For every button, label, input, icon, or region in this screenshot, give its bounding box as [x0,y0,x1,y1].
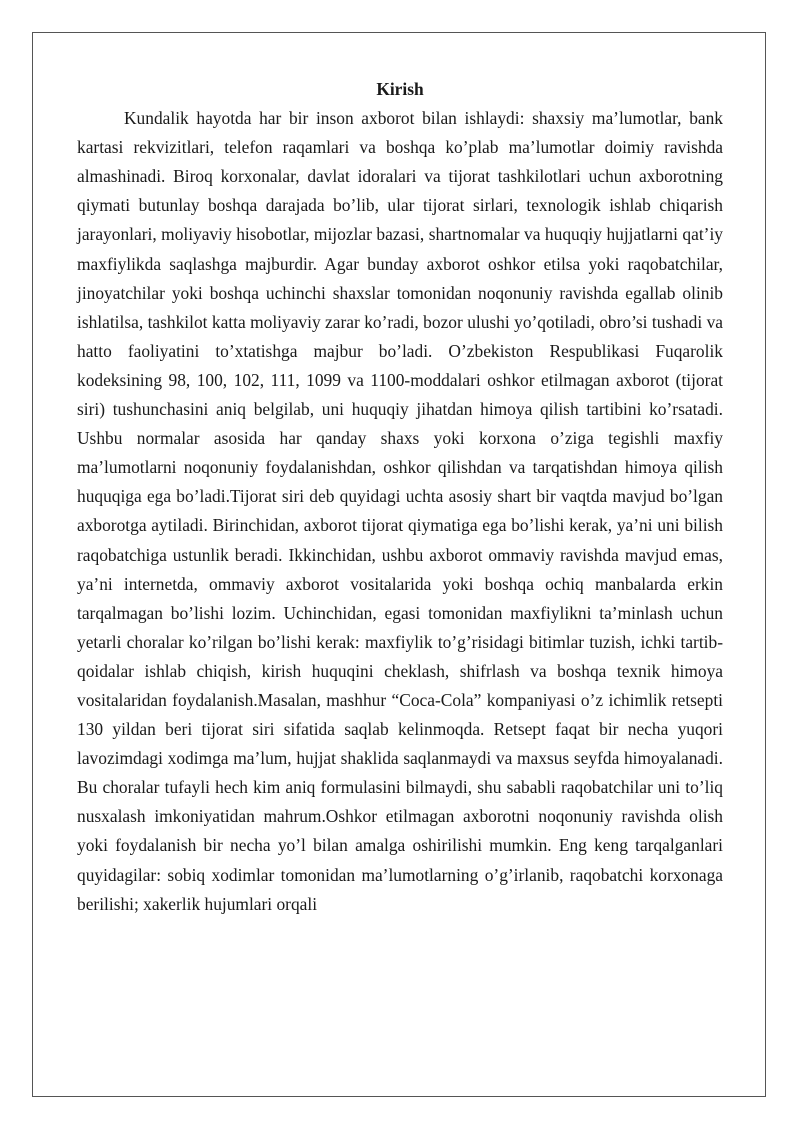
document-body [77,75,723,919]
body-paragraph: Kundalik hayotda har bir inson axborot bilan ishlaydi: shaxsiy ma’lumotlar, bank kartasi rekvizitlari, telefon raqamlari va boshqa ko’plab ma’lumotlar doimiy ravishda almashinadi. Biroq korxonalar, davlat idoralari va tijorat tashkilotlari uchun axborotning qiymati butunlay boshqa darajada bo’lib, ular tijorat sirlari, texnologik ishlab chiqarish jarayonlari, moliyaviy hisobotlar, mijozlar bazasi, shartnomalar va huquqiy hujjatlarni qat’iy maxfiylikda saqlashga majburdir. Agar bunday axborot oshkor etilsa yoki raqobatchilar, jinoyatchilar yoki boshqa uchinchi shaxslar tomonidan noqonuniy ravishda egallab olinib ishlatilsa, tashkilot katta moliyaviy zarar ko’radi, bozor ulushi yo’qotiladi, obro’si tushadi va hatto faoliyatini to’xtatishga majbur bo’ladi. O’zbekiston Respublikasi Fuqarolik kodeksining 98, 100, 102, 111, 1099 va 1100-moddalari oshkor etilmagan axborot (tijorat siri) tushunchasini aniq belgilab, uni huquqiy jihatdan himoya qilish tartibini ko’rsatadi. Ushbu normalar asosida har qanday shaxs yoki korxona o’ziga tegishli maxfiy ma’lumotlarni noqonuniy foydalanishdan, oshkor qilishdan va tarqatishdan himoya qilish huquqiga ega bo’ladi.Tijorat siri deb quyidagi uchta asosiy shart bir vaqtda mavjud bo’lgan axborotga aytiladi. Birinchidan, axborot tijorat qiymatiga ega bo’lishi kerak, ya’ni uni bilish raqobatchiga ustunlik beradi. Ikkinchidan, ushbu axborot ommaviy ravishda mavjud emas, ya’ni internetda, ommaviy axborot vositalarida yoki boshqa ochiq manbalarda erkin tarqalmagan bo’lishi lozim. Uchinchidan, egasi tomonidan maxfiylikni ta’minlash uchun yetarli choralar ko’rilgan bo’lishi kerak: maxfiylik to’g’risidagi bitimlar tuzish, ichki tartib-qoidalar ishlab chiqish, kirish huquqini cheklash, shifrlash va boshqa texnik himoya vositalaridan foydalanish.Masalan, mashhur “Coca-Cola” kompaniyasi o’z ichimlik retsepti 130 yildan beri tijorat siri sifatida saqlab kelinmoqda. Retsept faqat bir necha yuqori lavozimdagi xodimga ma’lum, hujjat shaklida saqlanmaydi va maxsus seyfda himoyalanadi. Bu choralar tufayli hech kim aniq formulasini bilmaydi, shu sababli raqobatchilar uni to’liq nusxalash imkoniyatidan mahrum.Oshkor etilmagan axborotni noqonuniy ravishda olish yoki foydalanish bir necha yo’l bilan amalga oshirilishi mumkin. Eng keng tarqalganlari quyidagilar: sobiq xodimlar tomonidan ma’lumotlarning o’g’irlanib, raqobatchi korxonaga berilishi; xakerlik hujumlari orqali [77,108,723,914]
page-frame [32,32,766,1097]
document-title: Kirish [376,79,424,99]
